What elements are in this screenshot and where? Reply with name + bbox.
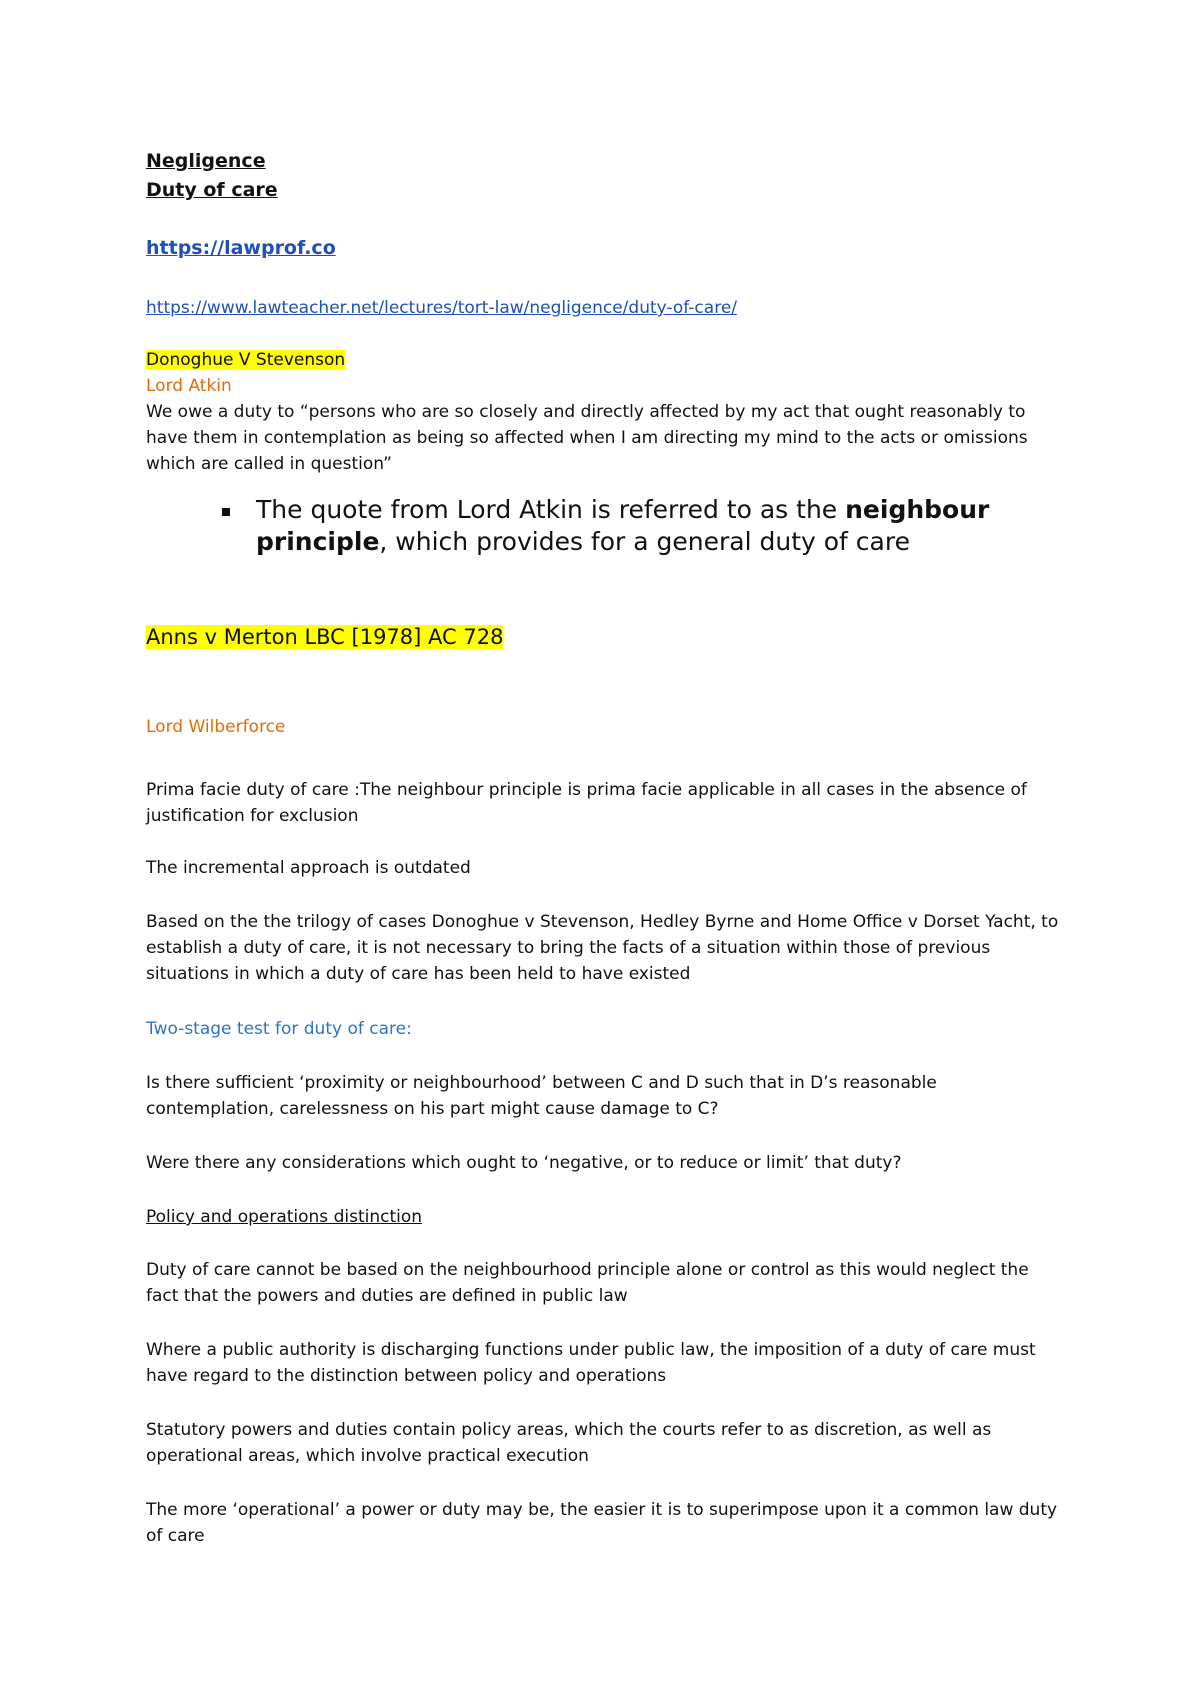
bullet-text-bold: neighbour principle	[256, 495, 990, 556]
two-stage-heading: Two-stage test for duty of care:	[146, 1019, 412, 1039]
trilogy-paragraph: Based on the the trilogy of cases Donoghue v Stevenson, Hedley Byrne and Home Office v Dorset Yacht, to establish a duty of care, it is not necessary to bring the facts of a situation within those of previous situations in which a duty of care has been held to have existed	[146, 912, 1059, 984]
prima-facie-paragraph: Prima facie duty of care :The neighbour principle is prima facie applicable in all cases in the absence of justification for exclusion	[146, 780, 1027, 826]
case-anns-heading: Anns v Merton LBC [1978] AC 728	[146, 625, 504, 649]
operational-paragraph: The more ‘operational’ a power or duty may be, the easier it is to superimpose upon it a common law duty of care	[146, 1500, 1058, 1546]
policy-heading: Policy and operations distinction	[146, 1207, 423, 1227]
lawteacher-link[interactable]: https://www.lawteacher.net/lectures/tort-law/negligence/duty-of-care/	[146, 298, 737, 318]
lord-wilberforce-label: Lord Wilberforce	[146, 717, 286, 737]
incremental-paragraph: The incremental approach is outdated	[146, 858, 471, 878]
bullet-text-post: , which provides for a general duty of care	[379, 527, 910, 556]
public-authority-paragraph: Where a public authority is discharging functions under public law, the imposition of a duty of care must have regard to the distinction between policy and operations	[146, 1340, 1036, 1386]
considerations-question: Were there any considerations which ought to ‘negative, or to reduce or limit’ that duty?	[146, 1153, 902, 1173]
lord-atkin-label: Lord Atkin	[146, 376, 232, 396]
statutory-powers-paragraph: Statutory powers and duties contain policy areas, which the courts refer to as discretion, as well as operational areas, which involve practical execution	[146, 1420, 992, 1466]
bullet-square-icon	[222, 508, 230, 516]
atkin-quote: We owe a duty to “persons who are so closely and directly affected by my act that ought reasonably to have them in contemplation as being so affected when I am directing my mind to the acts or omissions which are called in question”	[146, 402, 1028, 474]
document-subtitle: Duty of care	[146, 179, 278, 201]
proximity-question: Is there sufficient ‘proximity or neighbourhood’ between C and D such that in D’s reasonable contemplation, carelessness on his part might cause damage to C?	[146, 1073, 937, 1119]
bullet-text	[256, 494, 1076, 558]
document-title: Negligence	[146, 150, 266, 172]
neighbourhood-paragraph: Duty of care cannot be based on the neighbourhood principle alone or control as this would neglect the fact that the powers and duties are defined in public law	[146, 1260, 1029, 1306]
lawprof-link[interactable]: https://lawprof.co	[146, 237, 336, 259]
bullet-text-pre: The quote from Lord Atkin is referred to as the	[256, 495, 846, 524]
case-donoghue-heading: Donoghue V Stevenson	[146, 350, 346, 370]
